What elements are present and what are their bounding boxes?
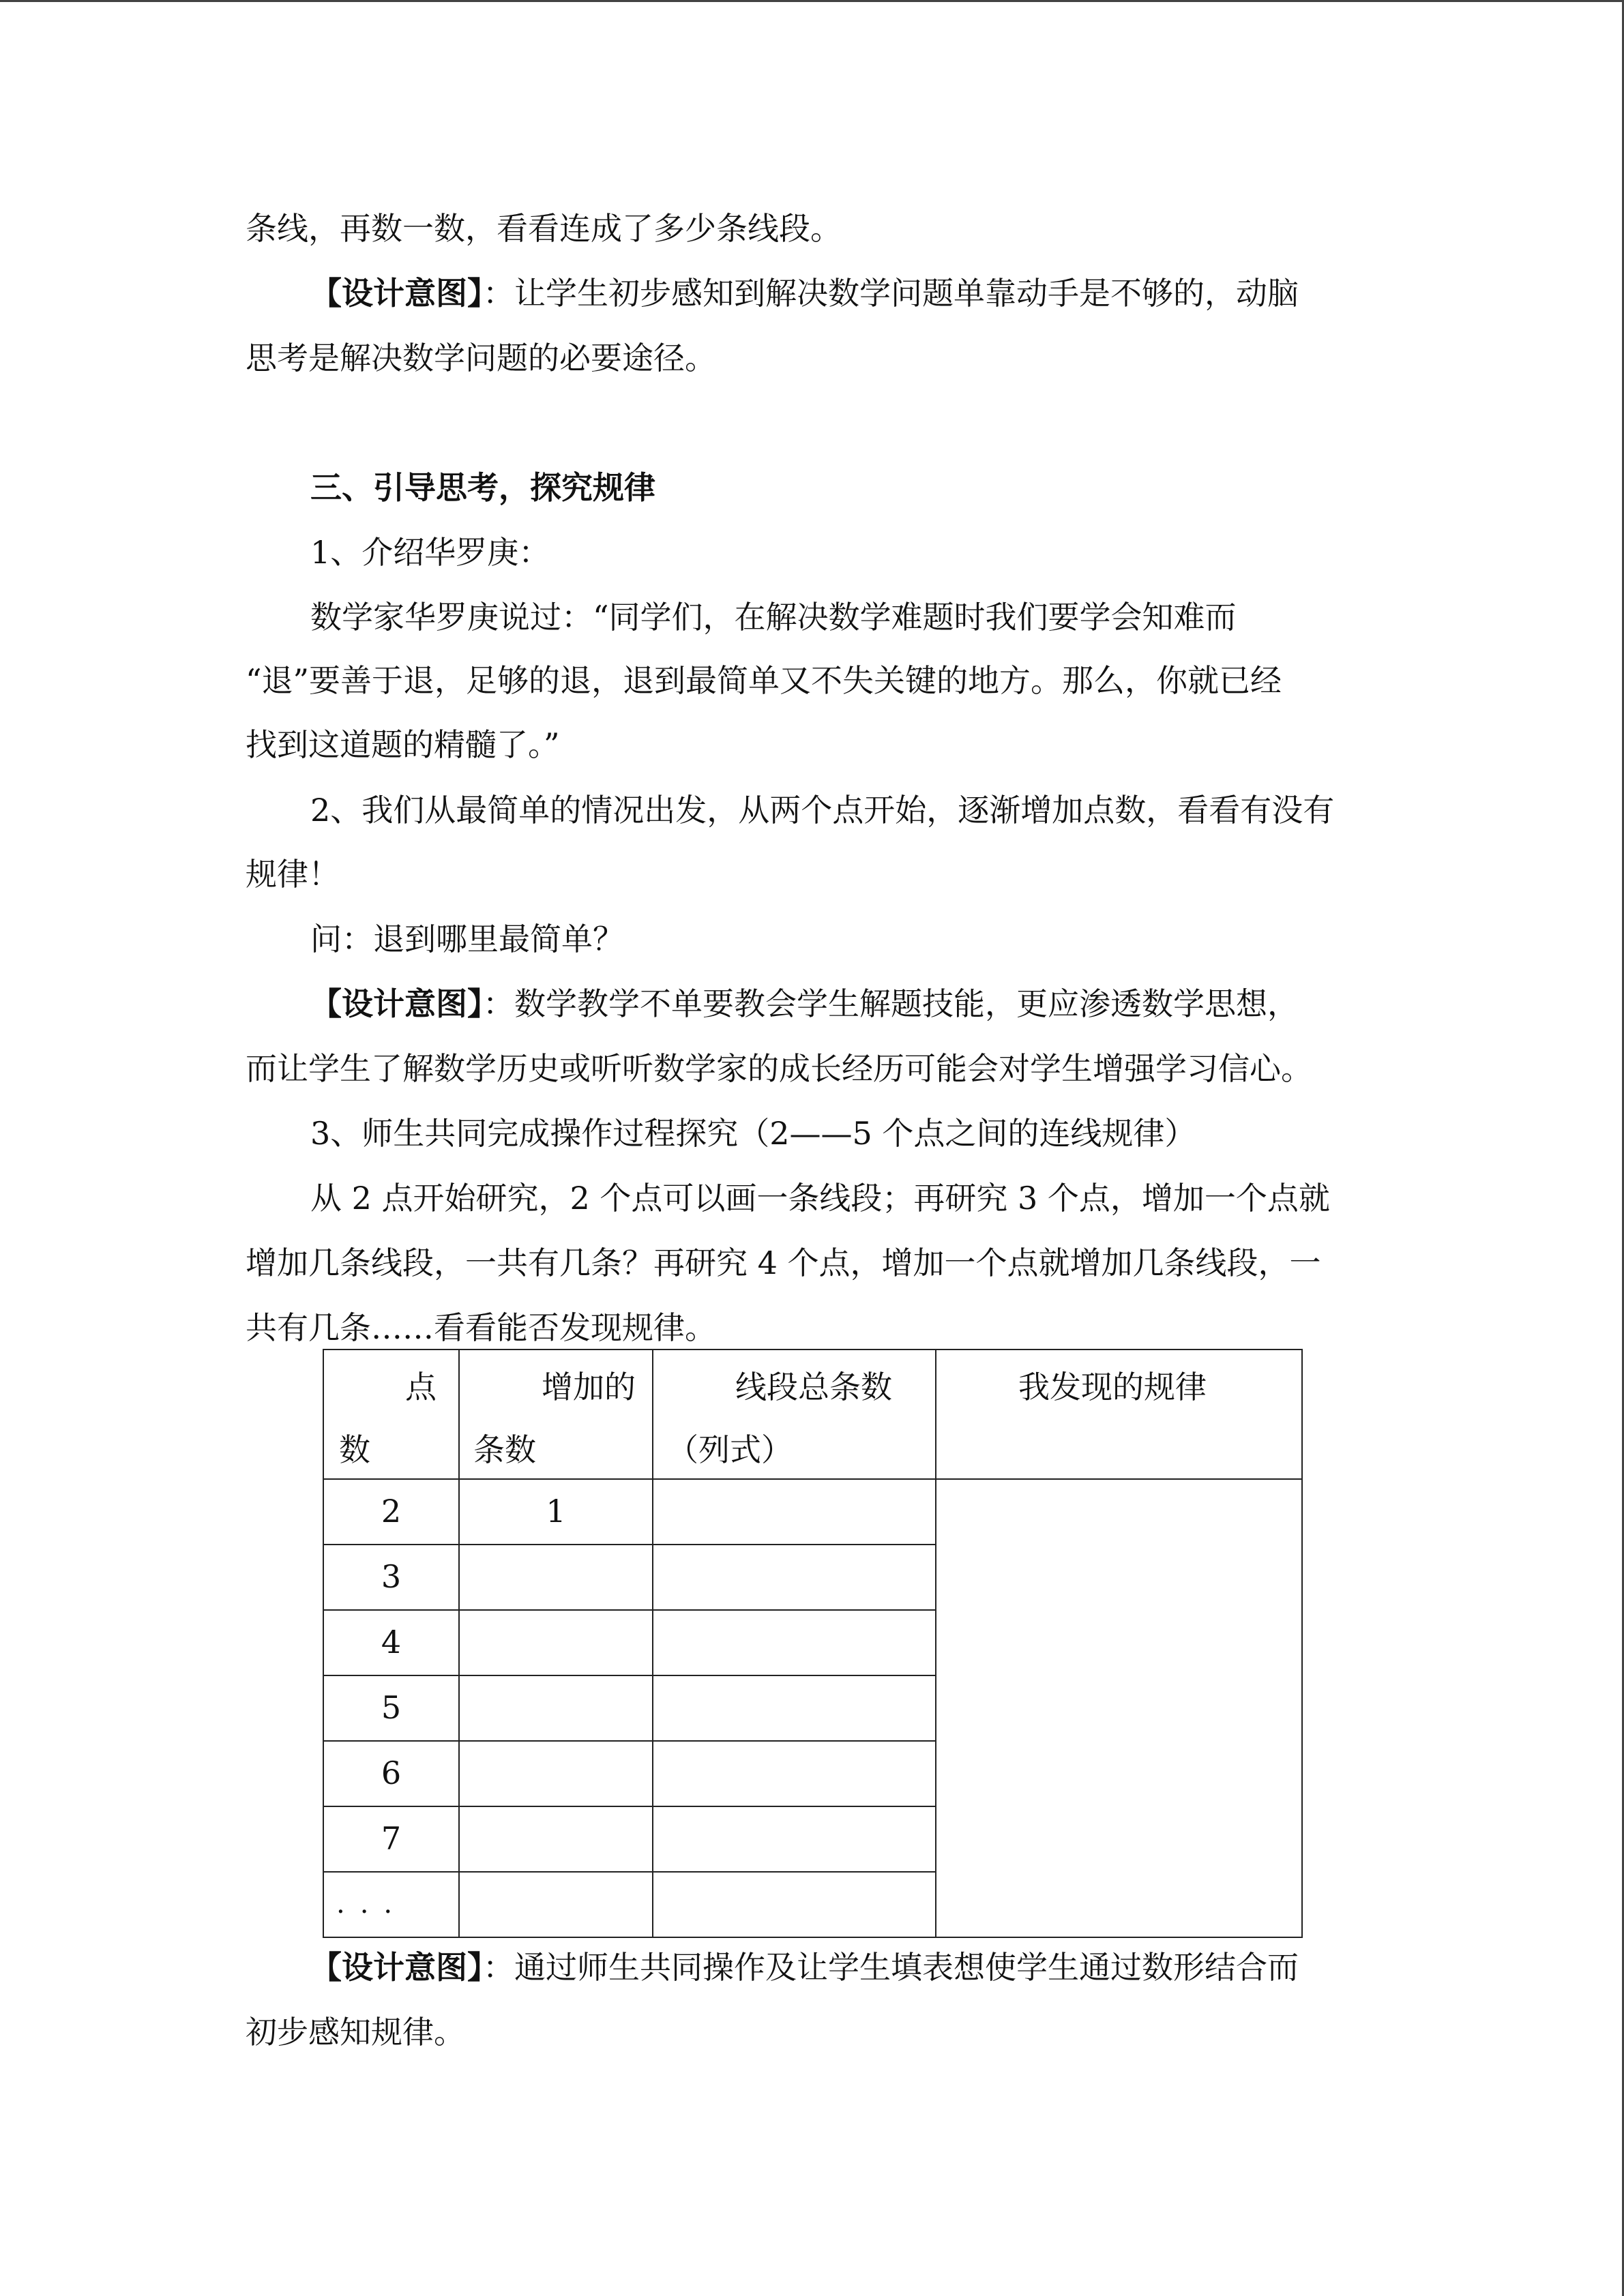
- design-intent-1: [310, 275, 1299, 312]
- points-lines-table: [323, 1349, 1303, 1938]
- study-line-3: 共有几条……看看能否发现规律。: [246, 1309, 716, 1346]
- design-intent-text: ：通过师生共同操作及让学生填表想使学生通过数形结合而: [483, 1949, 1299, 1986]
- cell-points: 4: [323, 1610, 459, 1675]
- design-intent-text: ：数学教学不单要教会学生解题技能，更应渗透数学思想，: [483, 985, 1299, 1022]
- cell-total: [653, 1545, 936, 1610]
- cell-added: 1: [459, 1479, 653, 1545]
- cell-added: [459, 1806, 653, 1872]
- item-2-cont: 规律！: [246, 856, 340, 893]
- header-points: [323, 1350, 459, 1479]
- cell-added: [459, 1872, 653, 1937]
- cell-points: 6: [323, 1741, 459, 1806]
- design-intent-label: 【设计意图】: [310, 275, 483, 312]
- item-3: 3、师生共同完成操作过程探究（2——5 个点之间的连线规律）: [310, 1115, 1196, 1152]
- header-total-top: 线段总条数: [735, 1369, 892, 1405]
- quote-line-3: 找到这道题的精髓了。”: [246, 726, 560, 763]
- header-pattern: [936, 1350, 1302, 1479]
- header-added-top: 增加的: [542, 1369, 636, 1405]
- header-total-bottom: （列式）: [667, 1431, 793, 1468]
- table-row: [323, 1479, 1302, 1545]
- cell-total: [653, 1806, 936, 1872]
- cell-added: [459, 1675, 653, 1741]
- header-pattern-text: 我发现的规律: [1018, 1369, 1207, 1405]
- header-added: [459, 1350, 653, 1479]
- item-1: 1、介绍华罗庚：: [310, 534, 550, 571]
- design-intent-3-cont: 初步感知规律。: [246, 2014, 465, 2051]
- design-intent-label: 【设计意图】: [310, 1949, 483, 1986]
- design-intent-3: [310, 1949, 1299, 1986]
- item-2: 2、我们从最简单的情况出发，从两个点开始，逐渐增加点数，看看有没有: [310, 792, 1335, 829]
- cell-total: [653, 1675, 936, 1741]
- design-intent-1-cont: 思考是解决数学问题的必要途径。: [246, 340, 716, 376]
- study-line-1: 从 2 点开始研究，2 个点可以画一条线段；再研究 3 个点，增加一个点就: [310, 1180, 1330, 1217]
- cell-total: [653, 1610, 936, 1675]
- paragraph-continued: 条线，再数一数，看看连成了多少条线段。: [246, 210, 842, 247]
- study-line-2: 增加几条线段，一共有几条？再研究 4 个点，增加一个点就增加几条线段，一: [246, 1244, 1321, 1281]
- header-points-top: 点: [405, 1369, 437, 1405]
- cell-added: [459, 1741, 653, 1806]
- design-intent-2-cont: 而让学生了解数学历史或听听数学家的成长经历可能会对学生增强学习信心。: [246, 1050, 1312, 1087]
- cell-added: [459, 1545, 653, 1610]
- design-intent-2: [310, 985, 1299, 1023]
- quote-line-2: “退”要善于退，足够的退，退到最简单又不失关键的地方。那么，你就已经: [246, 662, 1282, 699]
- cell-points: 3: [323, 1545, 459, 1610]
- cell-points: 5: [323, 1675, 459, 1741]
- design-intent-label: 【设计意图】: [310, 985, 483, 1022]
- header-points-bottom: 数: [339, 1431, 370, 1468]
- cell-points-ellipsis: ...: [323, 1872, 459, 1937]
- quote-line-1: 数学家华罗庚说过：“同学们，在解决数学难题时我们要学会知难而: [310, 599, 1237, 636]
- section-heading: 三、引导思考，探究规律: [310, 469, 655, 506]
- cell-total: [653, 1741, 936, 1806]
- cell-total: [653, 1479, 936, 1545]
- question: 问：退到哪里最简单？: [310, 921, 624, 957]
- header-total: [653, 1350, 936, 1479]
- design-intent-text: ：让学生初步感知到解决数学问题单靠动手是不够的，动脑: [483, 275, 1299, 312]
- cell-points: 2: [323, 1479, 459, 1545]
- cell-added: [459, 1610, 653, 1675]
- header-added-bottom: 条数: [473, 1431, 536, 1468]
- cell-pattern-merged: [936, 1479, 1302, 1937]
- cell-total: [653, 1872, 936, 1937]
- cell-points: 7: [323, 1806, 459, 1872]
- table-header-row: [323, 1350, 1302, 1479]
